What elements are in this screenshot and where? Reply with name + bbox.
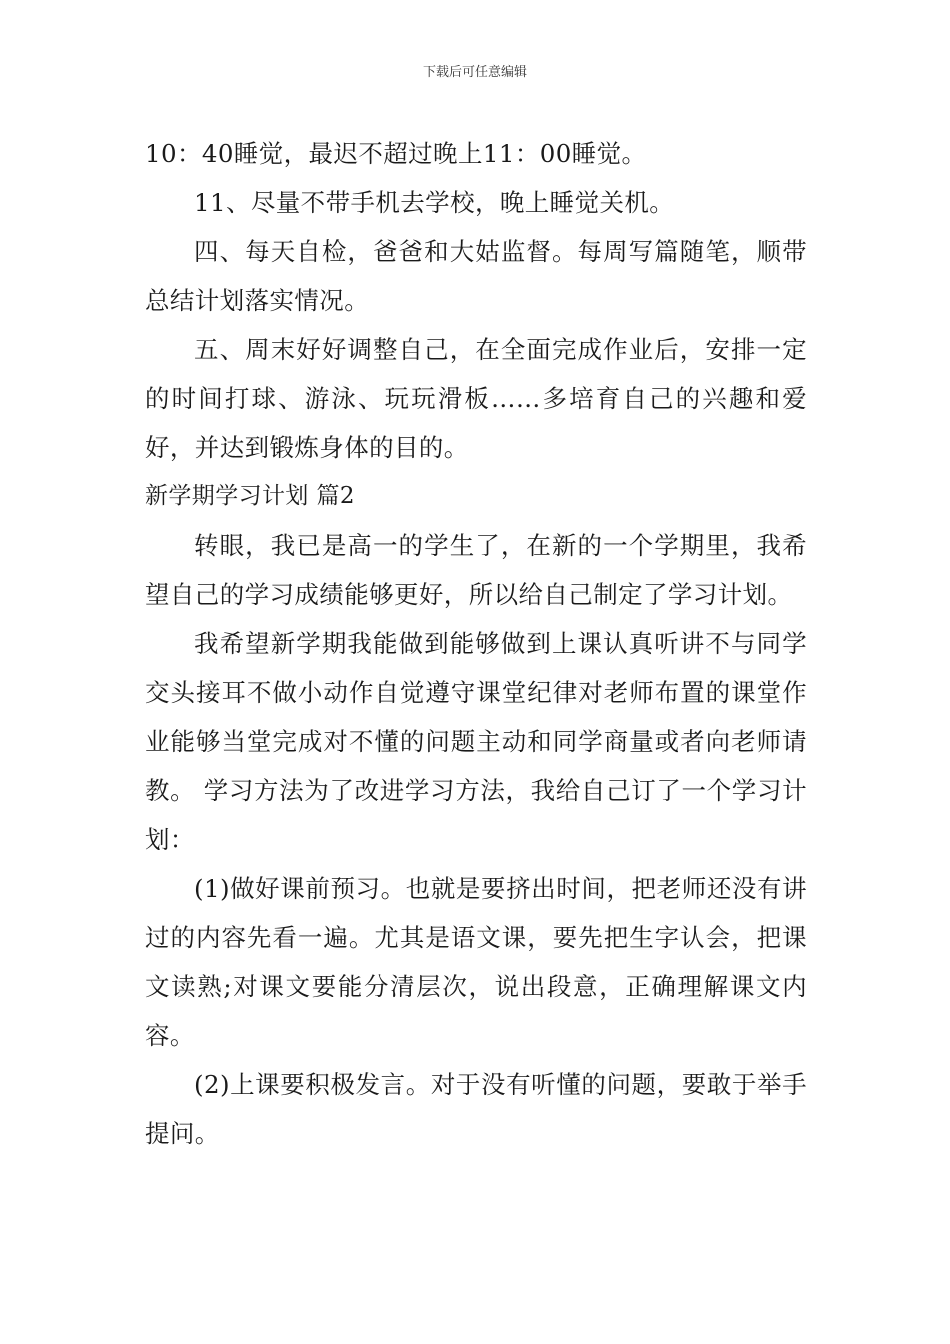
paragraph-section-5: 五、周末好好调整自己，在全面完成作业后，安排一定的时间打球、游泳、玩玩滑板……多培育自己的兴趣和爱好，并达到锻炼身体的目的。 xyxy=(145,335,807,462)
paragraph-method-1: (1)做好课前预习。也就是要挤出时间，把老师还没有讲过的内容先看一遍。尤其是语文课，要先把生字认会，把课文读熟;对课文要能分清层次，说出段意，正确理解课文内容。 xyxy=(145,874,807,1050)
page-header-note: 下载后可任意编辑 xyxy=(422,65,527,80)
paragraph-intro: 转眼，我已是高一的学生了，在新的一个学期里，我希望自己的学习成绩能够更好，所以给自己制定了学习计划。 xyxy=(145,531,807,609)
paragraph-item-11: 11、尽量不带手机去学校，晚上睡觉关机。 xyxy=(194,188,675,217)
paragraph-sleep-time: 10：40睡觉，最迟不超过晚上11：00睡觉。 xyxy=(145,139,647,168)
paragraph-section-4: 四、每天自检，爸爸和大姑监督。每周写篇随笔，顺带总结计划落实情况。 xyxy=(145,237,807,315)
section-heading: 新学期学习计划 篇2 xyxy=(145,483,355,509)
document-body xyxy=(145,129,807,1158)
paragraph-goals: 我希望新学期我能做到能够做到上课认真听讲不与同学交头接耳不做小动作自觉遵守课堂纪律对老师布置的课堂作业能够当堂完成对不懂的问题主动和同学商量或者向老师请教。 学习方法为了改进学习方法，我给自己订了一个学习计划： xyxy=(145,629,807,854)
paragraph-method-2: (2)上课要积极发言。对于没有听懂的问题，要敢于举手提问。 xyxy=(145,1070,807,1148)
